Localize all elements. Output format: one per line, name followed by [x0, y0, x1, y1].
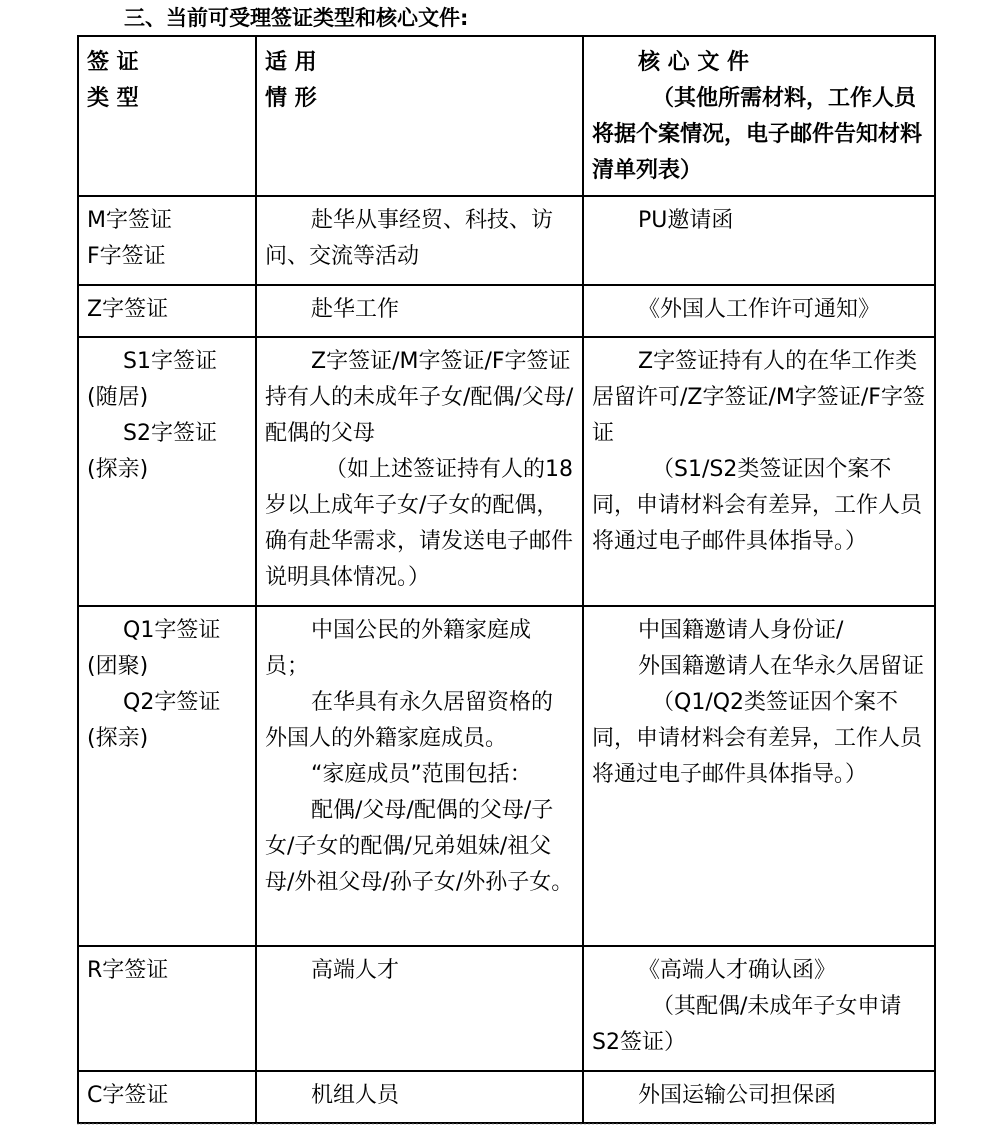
table-row	[78, 337, 935, 606]
cell-situation	[256, 606, 583, 946]
situation-line: 在华具有永久居留资格的外国人的外籍家庭成员。	[265, 690, 554, 751]
cell-documents	[583, 606, 935, 946]
situation-text: 机组人员	[311, 1083, 400, 1108]
documents-text: PU邀请函	[638, 208, 734, 233]
visa-type-purpose: (探亲)	[87, 726, 149, 751]
situation-line: 中国公民的外籍家庭成员；	[265, 618, 532, 679]
situation-text: 赴华从事经贸、科技、访问、交流等活动	[265, 208, 554, 269]
documents-line: 外国籍邀请人在华永久居留证	[638, 654, 925, 679]
header-situation-line: 适 用	[265, 50, 317, 75]
visa-type-name: C字签证	[87, 1083, 169, 1108]
situation-text: 高端人才	[311, 958, 400, 983]
table-row	[78, 1071, 935, 1123]
header-situation-line: 情 形	[265, 86, 317, 111]
table-header-row	[78, 36, 935, 196]
visa-type-name: Z字签证	[87, 297, 169, 322]
cell-situation	[256, 196, 583, 285]
visa-type-name: Q1字签证	[123, 618, 221, 643]
header-situation	[256, 36, 583, 196]
situation-line: 配偶/父母/配偶的父母/子女/子女的配偶/兄弟姐妹/祖父母/外祖父母/孙子女/外孙子女。	[265, 798, 574, 895]
cut-off-next-paragraph	[77, 1122, 934, 1131]
documents-note: （S1/S2类签证因个案不同，申请材料会有差异，工作人员将通过电子邮件具体指导。）	[592, 457, 923, 554]
cell-visa-type	[78, 946, 256, 1071]
cell-situation	[256, 285, 583, 337]
table-row	[78, 196, 935, 285]
documents-text: 外国运输公司担保函	[638, 1083, 837, 1108]
header-core-documents	[583, 36, 935, 196]
cell-documents	[583, 1071, 935, 1123]
documents-text: 《高端人才确认函》	[638, 958, 837, 983]
cell-documents	[583, 337, 935, 606]
table-row	[78, 285, 935, 337]
cell-situation	[256, 337, 583, 606]
visa-type-name: S1字签证	[123, 349, 217, 374]
cell-visa-type	[78, 1071, 256, 1123]
cell-documents	[583, 196, 935, 285]
cell-documents	[583, 946, 935, 1071]
table-row	[78, 606, 935, 946]
cell-visa-type	[78, 196, 256, 285]
cell-documents	[583, 285, 935, 337]
cell-visa-type	[78, 285, 256, 337]
header-visa-type-line: 签 证	[87, 50, 139, 75]
situation-note: （如上述签证持有人的18岁以上成年子女/子女的配偶，确有赴华需求，请发送电子邮件说明具体情况。）	[265, 457, 574, 590]
visa-type-name: M字签证	[87, 208, 172, 233]
cut-off-text-fragment	[77, 1123, 934, 1128]
documents-line: 中国籍邀请人身份证/	[638, 618, 844, 643]
documents-text: 《外国人工作许可通知》	[638, 297, 881, 322]
header-visa-type	[78, 36, 256, 196]
cell-visa-type	[78, 337, 256, 606]
situation-text: 赴华工作	[311, 297, 400, 322]
header-visa-type-line: 类 型	[87, 86, 139, 111]
visa-type-name: F字签证	[87, 244, 166, 269]
documents-text: Z字签证持有人的在华工作类居留许可/Z字签证/M字签证/F字签证	[592, 349, 925, 446]
visa-type-name: R字签证	[87, 958, 169, 983]
header-core-documents-note: （其他所需材料，工作人员将据个案情况，电子邮件告知材料清单列表）	[592, 86, 923, 183]
documents-note: （其配偶/未成年子女申请S2签证）	[592, 994, 902, 1055]
visa-type-purpose: (随居)	[87, 385, 149, 410]
situation-text: Z字签证/M字签证/F字签证持有人的未成年子女/配偶/父母/配偶的父母	[265, 349, 574, 446]
section-heading: 三、当前可受理签证类型和核心文件:	[124, 6, 469, 30]
header-core-documents-title: 核 心 文 件	[638, 50, 749, 75]
visa-type-purpose: (团聚)	[87, 654, 149, 679]
documents-note: （Q1/Q2类签证因个案不同，申请材料会有差异，工作人员将通过电子邮件具体指导。）	[592, 690, 923, 787]
cell-situation	[256, 1071, 583, 1123]
cell-situation	[256, 946, 583, 1071]
visa-type-name: Q2字签证	[123, 690, 221, 715]
visa-types-table	[77, 35, 936, 1124]
cell-visa-type	[78, 606, 256, 946]
table-row	[78, 946, 935, 1071]
situation-line: “家庭成员”范围包括：	[311, 762, 532, 787]
visa-type-name: S2字签证	[123, 421, 217, 446]
visa-type-purpose: (探亲)	[87, 457, 149, 482]
